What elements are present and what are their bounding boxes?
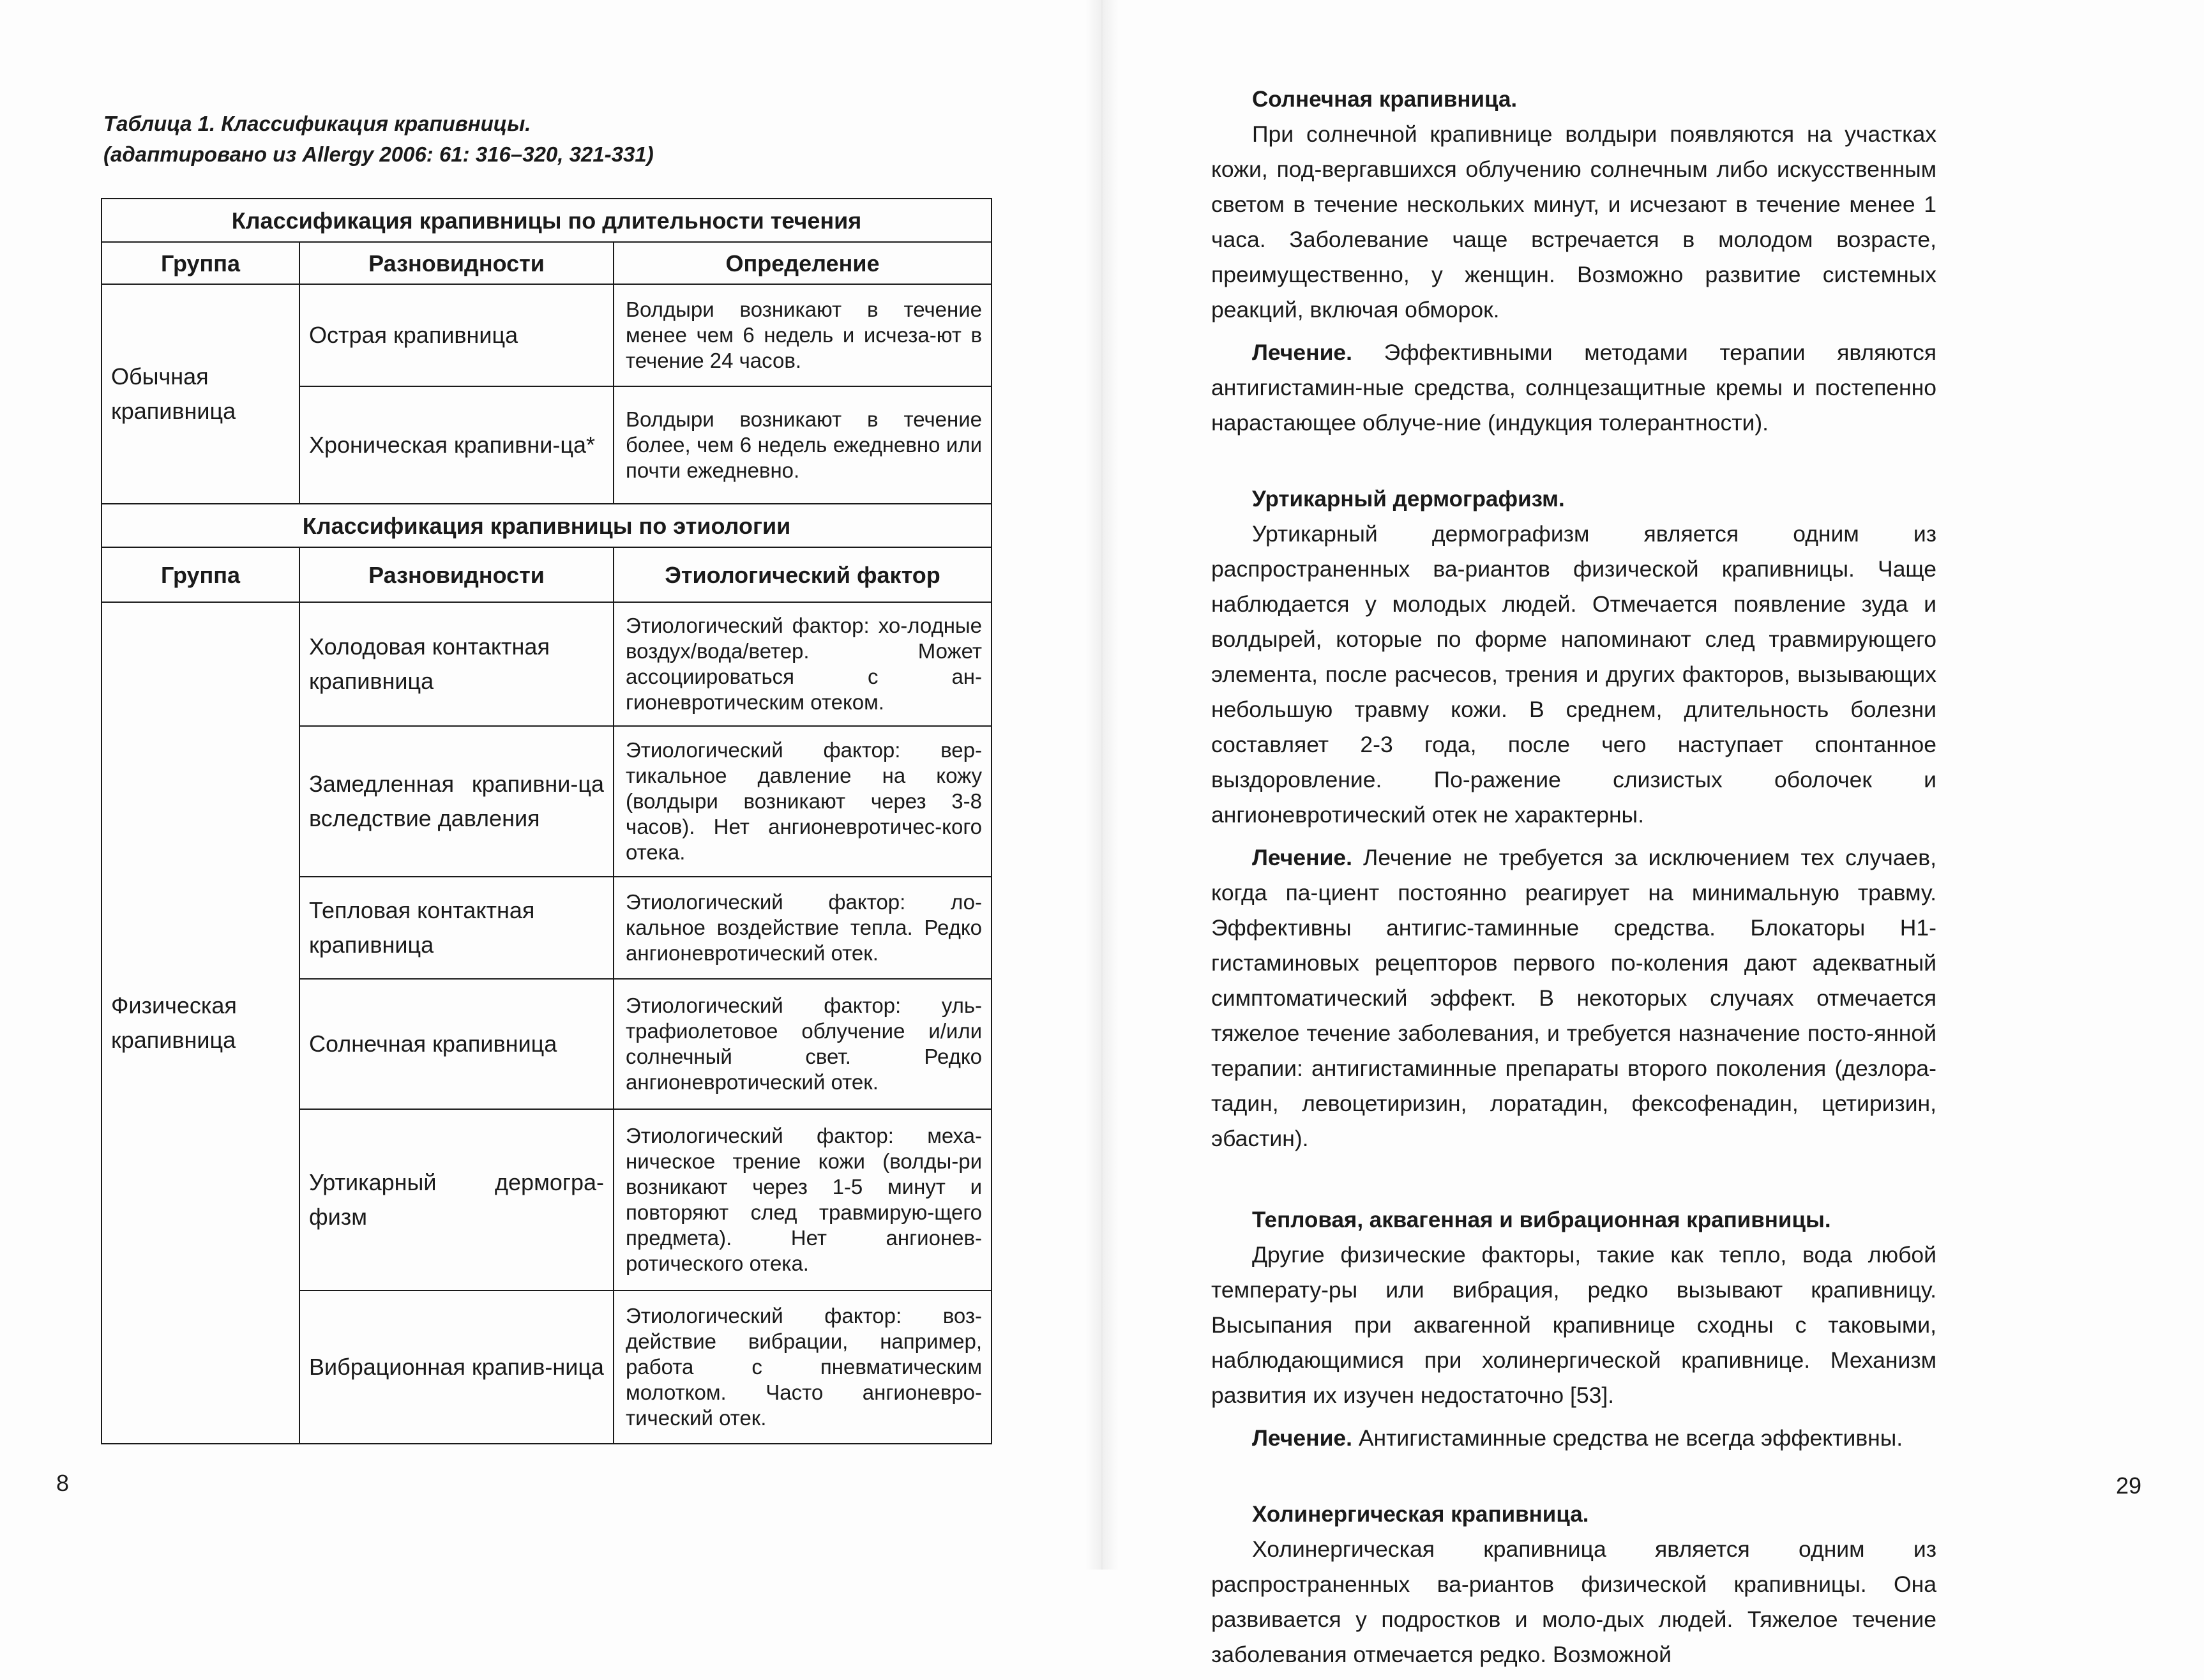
table-section-duration-row — [102, 199, 992, 242]
variety-cell: Тепловая контактная крапивница — [299, 877, 614, 979]
variety-cell: Замедленная крапивни-ца вследствие давления — [299, 726, 614, 877]
classification-table — [101, 198, 992, 1444]
variety-cell: Холодовая контактная крапивница — [299, 602, 614, 726]
paragraph-thermal-treatment — [1211, 1421, 1936, 1456]
paragraph-solar-treatment — [1211, 335, 1936, 441]
treatment-label: Лечение. — [1252, 340, 1352, 365]
treatment-label: Лечение. — [1252, 845, 1352, 870]
section-title-etiology: Классификация крапивницы по этиологии — [102, 504, 992, 547]
variety-cell: Уртикарный дермогра-физм — [299, 1109, 614, 1290]
treatment-text: Антигистаминные средства не всегда эффективны. — [1352, 1425, 1903, 1451]
page-number-left: 8 — [56, 1470, 70, 1496]
header-group: Группа — [102, 547, 299, 602]
page-number-right: 29 — [2116, 1472, 2142, 1499]
header-group: Группа — [102, 242, 299, 284]
paragraph-solar: При солнечной крапивнице волдыри появляются на участках кожи, под-вергавшихся облучению солнечным либо искусственным светом в течение нескольких минут, и исчезают в течение менее 1 часа. Заболевание чаще встречается в молодом возрасте, преимущественно, у женщин. Возможно развитие системных реакций, включая обморок. — [1211, 121, 1936, 322]
right-page-text — [1211, 82, 1936, 1680]
paragraph-cholinergic: Холинергическая крапивница является одним из распространенных ва-риантов физической крапивницы. Она развивается у подростков и моло-дых людей. Тяжелое течение заболевания отмечается редко. Возможной — [1211, 1536, 1936, 1667]
paragraph-thermal: Другие физические факторы, такие как тепло, вода любой температу-ры или вибрация, редко вызывают крапивницу. Высыпания при аквагенной крапивнице сходны с таковыми, наблюдающимися при холинергической крапивнице. Механизм развития их изучен недостаточно [53]. — [1211, 1242, 1936, 1408]
definition-cell: Этиологический фактор: хо-лодные воздух/вода/ветер. Может ассоциироваться с ан-гионевротическим отеком. — [614, 602, 992, 726]
definition-cell: Этиологический фактор: уль-трафиолетовое облучение и/или солнечный свет. Редко ангионевротический отек. — [614, 979, 992, 1109]
table-caption-title: Таблица 1. Классификация крапивницы. — [103, 112, 531, 135]
paragraph-dermographism: Уртикарный дермографизм является одним из распространенных ва-риантов физической крапивницы. Чаще наблюдается у молодых людей. Отмечается появление зуда и волдырей, которые по форме напоминают след травмирующего элемента, после расчесов, трения и других факторов, вызывающих небольшую травму кожи. В среднем, длительность болезни составляет 2-3 года, после чего наступает спонтанное выздоровление. По-ражение слизистых оболочек и ангионевротический отек не характерны. — [1211, 521, 1936, 828]
table-section-etiology-row — [102, 504, 992, 547]
treatment-label: Лечение. — [1252, 1425, 1352, 1451]
header-etiology: Этиологический фактор — [614, 547, 992, 602]
group-cell: Обычная крапивница — [102, 284, 299, 504]
header-definition: Определение — [614, 242, 992, 284]
right-page — [1102, 0, 2204, 1667]
treatment-text: Эффективными методами терапии являются антигистамин-ные средства, солнцезащитные кремы и постепенно нарастающее облуче-ние (индукция толерантности). — [1211, 340, 1936, 435]
variety-cell: Вибрационная крапив-ница — [299, 1290, 614, 1444]
definition-cell: Этиологический фактор: ло-кальное воздействие тепла. Редко ангионевротический отек. — [614, 877, 992, 979]
table-header-row — [102, 242, 992, 284]
section-title-duration: Классификация крапивницы по длительности течения — [102, 199, 992, 242]
definition-cell: Волдыри возникают в течение менее чем 6 недель и исчеза-ют в течение 24 часов. — [614, 284, 992, 386]
header-variety: Разновидности — [299, 242, 614, 284]
section-gap — [1211, 1464, 1936, 1497]
heading-thermal: Тепловая, аквагенная и вибрационная крапивницы. — [1252, 1207, 1831, 1232]
group-cell: Физическая крапивница — [102, 602, 299, 1444]
table-row — [102, 602, 992, 726]
header-variety: Разновидности — [299, 547, 614, 602]
paragraph-dermographism-treatment — [1211, 840, 1936, 1156]
variety-cell: Острая крапивница — [299, 284, 614, 386]
section-gap — [1211, 448, 1936, 481]
table-row — [102, 284, 992, 386]
left-page — [0, 0, 1102, 1570]
heading-solar: Солнечная крапивница. — [1252, 87, 1518, 112]
heading-cholinergic: Холинергическая крапивница. — [1252, 1502, 1589, 1527]
definition-cell: Волдыри возникают в течение более, чем 6 недель ежедневно или почти ежедневно. — [614, 386, 992, 504]
table-header-row — [102, 547, 992, 602]
table-caption — [103, 109, 997, 170]
definition-cell: Этиологический фактор: вер-тикальное давление на кожу (волдыри возникают через 3-8 часов). Нет ангионевротичес-кого отека. — [614, 726, 992, 877]
definition-cell: Этиологический фактор: меха-ническое трение кожи (волды-ри возникают через 1-5 минут и повторяют след травмирую-щего предмета). Нет ангионев-ротического отека. — [614, 1109, 992, 1290]
section-gap — [1211, 1164, 1936, 1202]
table-caption-source: (адаптировано из Allergy 2006: 61: 316–320, 321-331) — [103, 142, 654, 166]
treatment-text: Лечение не требуется за исключением тех случаев, когда па-циент постоянно реагирует на минимальную травму. Эффективны антигис-таминные средства. Блокаторы H1-гистаминовых рецепторов первого по-коления дают адекватный симптоматический эффект. В некоторых случаях отмечается тяжелое течение заболевания, и требуется назначение посто-янной терапии: антигистаминные препараты второго поколения (дезлора-тадин, левоцетиризин, лоратадин, фексофенадин, цетиризин, эбастин). — [1211, 845, 1936, 1151]
definition-cell: Этиологический фактор: воз-действие вибрации, например, работа с пневматическим молотком. Часто ангионевро-тический отек. — [614, 1290, 992, 1444]
variety-cell: Солнечная крапивница — [299, 979, 614, 1109]
heading-dermographism: Уртикарный дермографизм. — [1252, 487, 1565, 511]
variety-cell: Хроническая крапивни-ца* — [299, 386, 614, 504]
